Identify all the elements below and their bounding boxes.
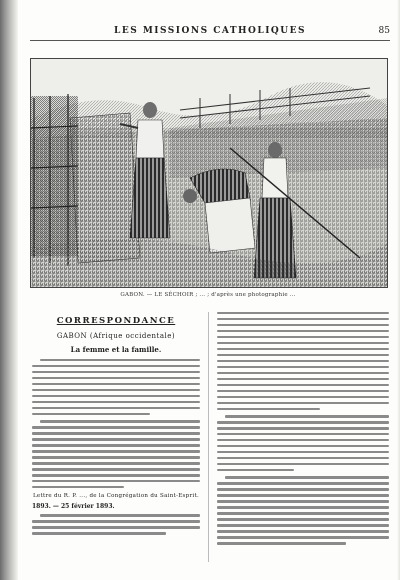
right-column: [217, 312, 389, 572]
figure-caption: GABON. — LE SÉCHOIR ; ... ; d'après une photographie ...: [120, 292, 296, 298]
paragraph-block: [217, 476, 389, 544]
left-column: [32, 312, 200, 572]
paragraph-block: [217, 312, 389, 410]
column-divider: [208, 312, 209, 562]
engraving-illustration: [30, 58, 388, 288]
paragraph-block: [217, 415, 389, 471]
letter-signature: Lettre du R. P. ..., de la Congrégation du Saint-Esprit.: [32, 493, 200, 500]
running-title: LES MISSIONS CATHOLIQUES: [114, 26, 306, 36]
page-number: 85: [378, 26, 390, 36]
paragraph-block: [32, 359, 200, 415]
section-heading: CORRESPONDANCE: [56, 316, 176, 326]
paragraph-block: [32, 514, 200, 534]
page-header: [30, 26, 390, 41]
letter-dateline: 1893. — 25 février 1893.: [32, 503, 115, 511]
book-spine-shadow: [0, 0, 18, 580]
magazine-page: [20, 0, 400, 580]
paragraph-block: [32, 420, 200, 488]
article-title: La femme et la famille.: [70, 345, 162, 354]
section-subheading: GABON (Afrique occidentale): [56, 332, 176, 340]
